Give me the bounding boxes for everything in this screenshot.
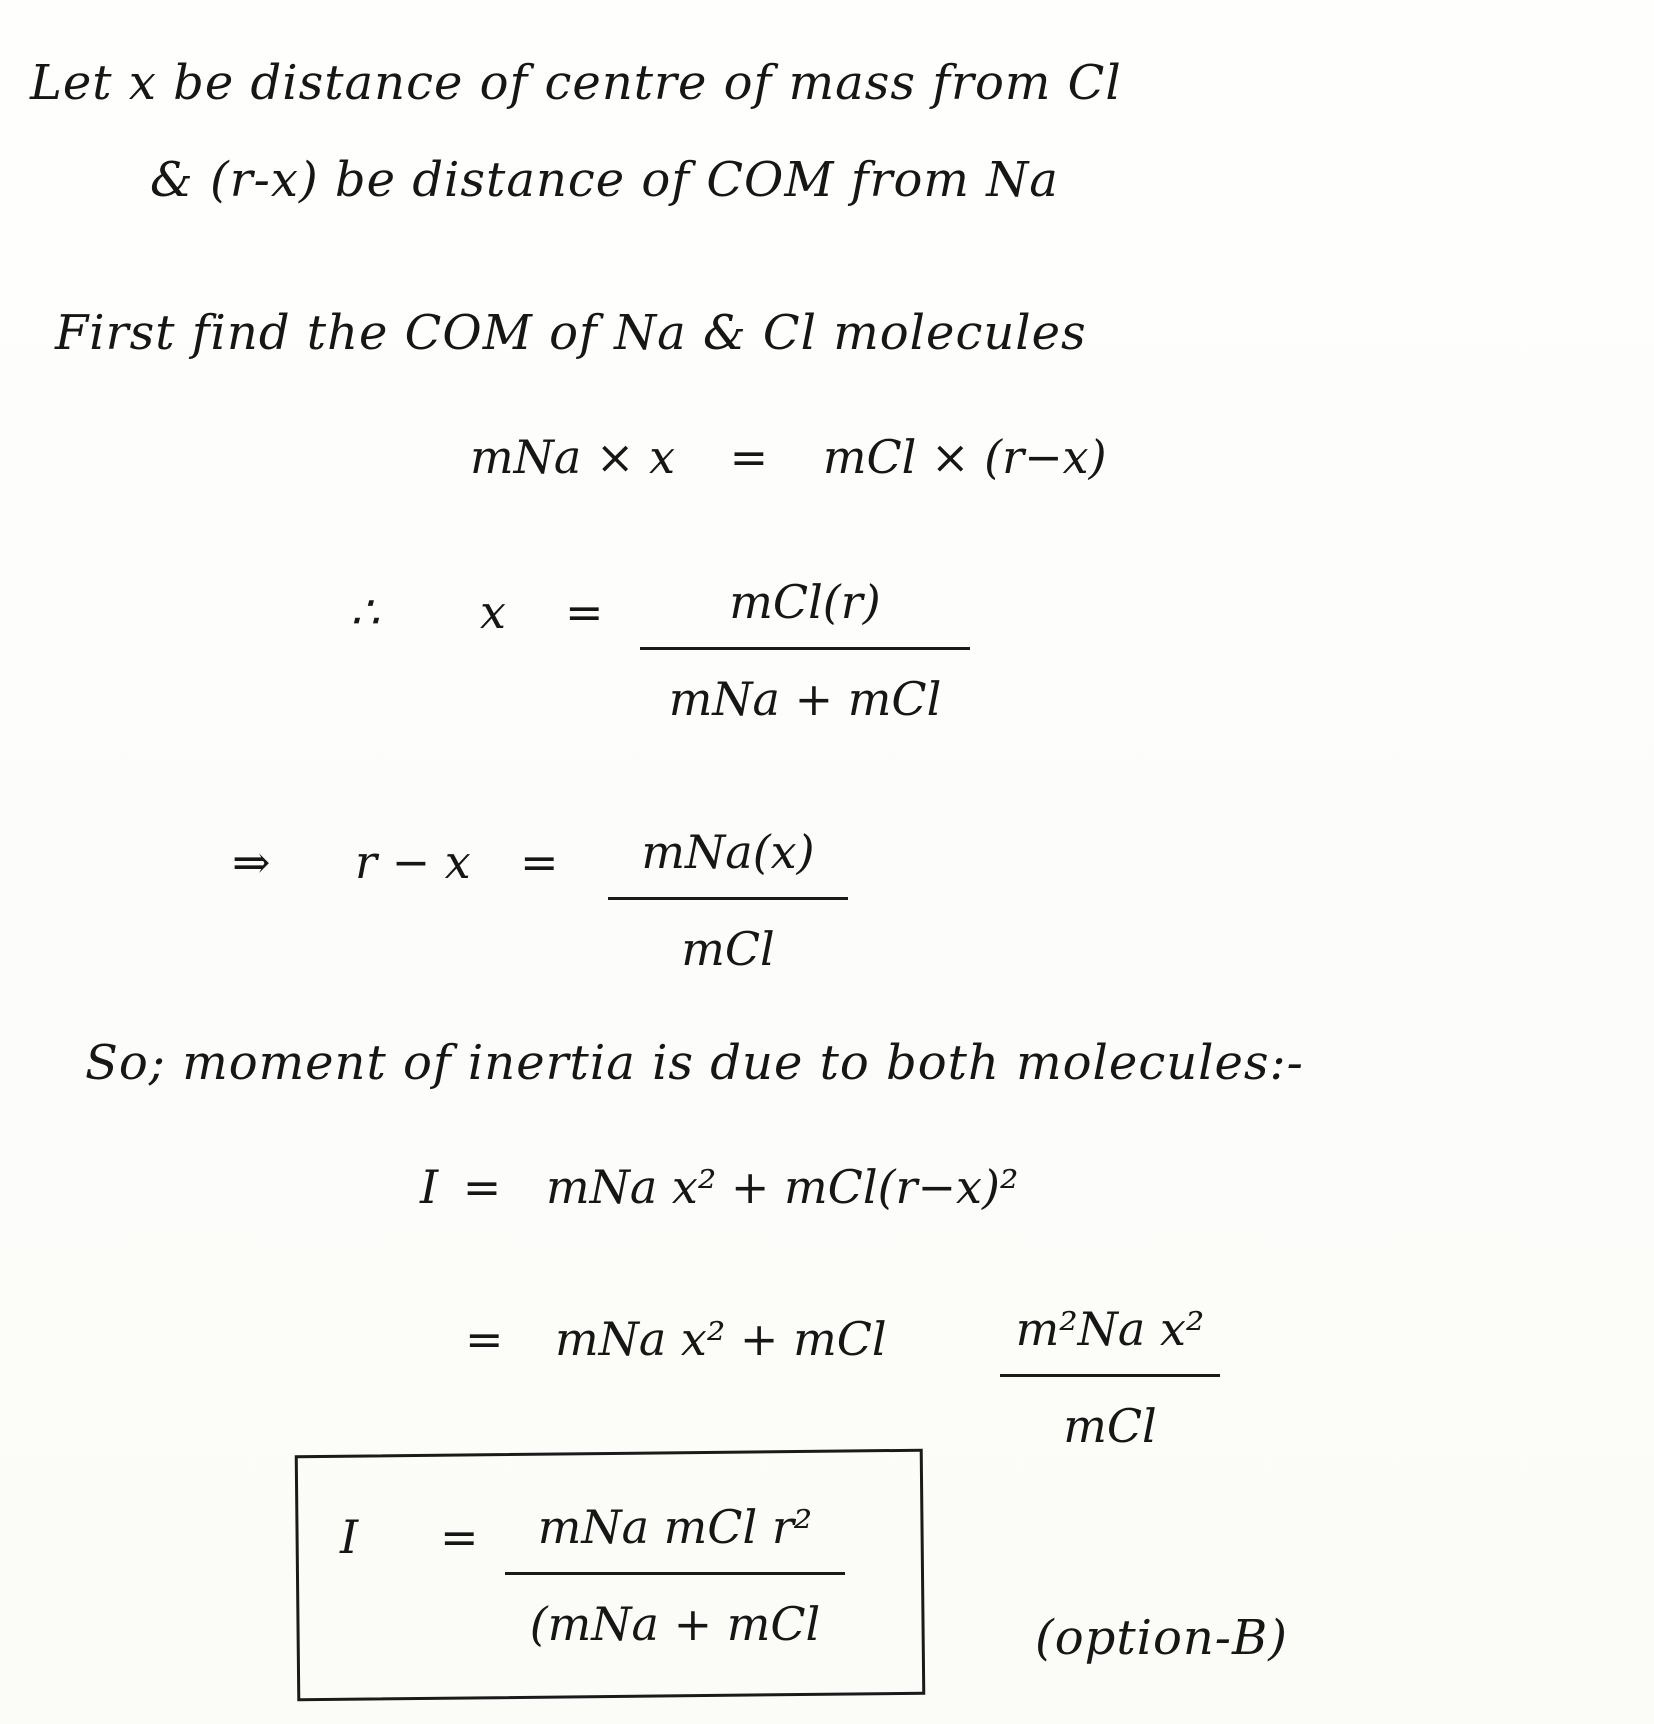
eq2-prefix: ∴ [350,585,380,639]
eq3-fraction-bar [608,897,848,900]
eq5-numerator: m²Na x² [1015,1302,1205,1356]
line-find-com: First find the COM of Na & Cl molecules [55,305,1087,361]
eq3-equals: = [520,835,559,889]
eq1-lhs: mNa × x [470,430,676,484]
eq5-denominator: mCl [1063,1399,1157,1453]
result-numerator: mNa mCl r² [537,1500,813,1554]
eq2-lhs: x [480,585,506,639]
eq5-left: mNa x² + mCl [555,1312,887,1366]
eq1-equals: = [729,430,769,484]
eq2-equals: = [565,585,604,639]
equation-com-balance [470,430,1107,484]
result-equals: = [440,1510,479,1564]
eq2-numerator: mCl(r) [729,575,881,629]
equation-inertia-sum [420,1160,1018,1214]
eq5-equals: = [465,1312,504,1366]
line-definition-x: Let x be distance of centre of mass from Cl [30,55,1122,111]
fraction-x [640,575,970,726]
eq4-rhs: mNa x² + mCl(r−x)² [545,1160,1019,1214]
fraction-r-minus-x [608,825,848,976]
eq2-denominator: mNa + mCl [668,672,942,726]
result-lhs: I [340,1510,359,1564]
fraction-eq5 [1000,1302,1220,1453]
option-label: (option-B) [1035,1610,1289,1666]
line-definition-r-minus-x: & (r-x) be distance of COM from Na [150,152,1059,208]
line-moment-of-inertia: So; moment of inertia is due to both molecules:- [85,1035,1304,1091]
eq4-equals: = [462,1160,502,1214]
result-fraction-bar [505,1572,845,1575]
fraction-result [505,1500,845,1651]
eq3-lhs: r − x [355,835,471,889]
eq1-rhs: mCl × (r−x) [822,430,1107,484]
eq5-fraction-bar [1000,1374,1220,1377]
eq3-numerator: mNa(x) [641,825,815,879]
eq3-prefix: ⇒ [232,835,271,889]
eq4-lhs: I [420,1160,439,1214]
eq3-denominator: mCl [681,922,775,976]
result-denominator: (mNa + mCl [529,1597,821,1651]
eq2-fraction-bar [640,647,970,650]
